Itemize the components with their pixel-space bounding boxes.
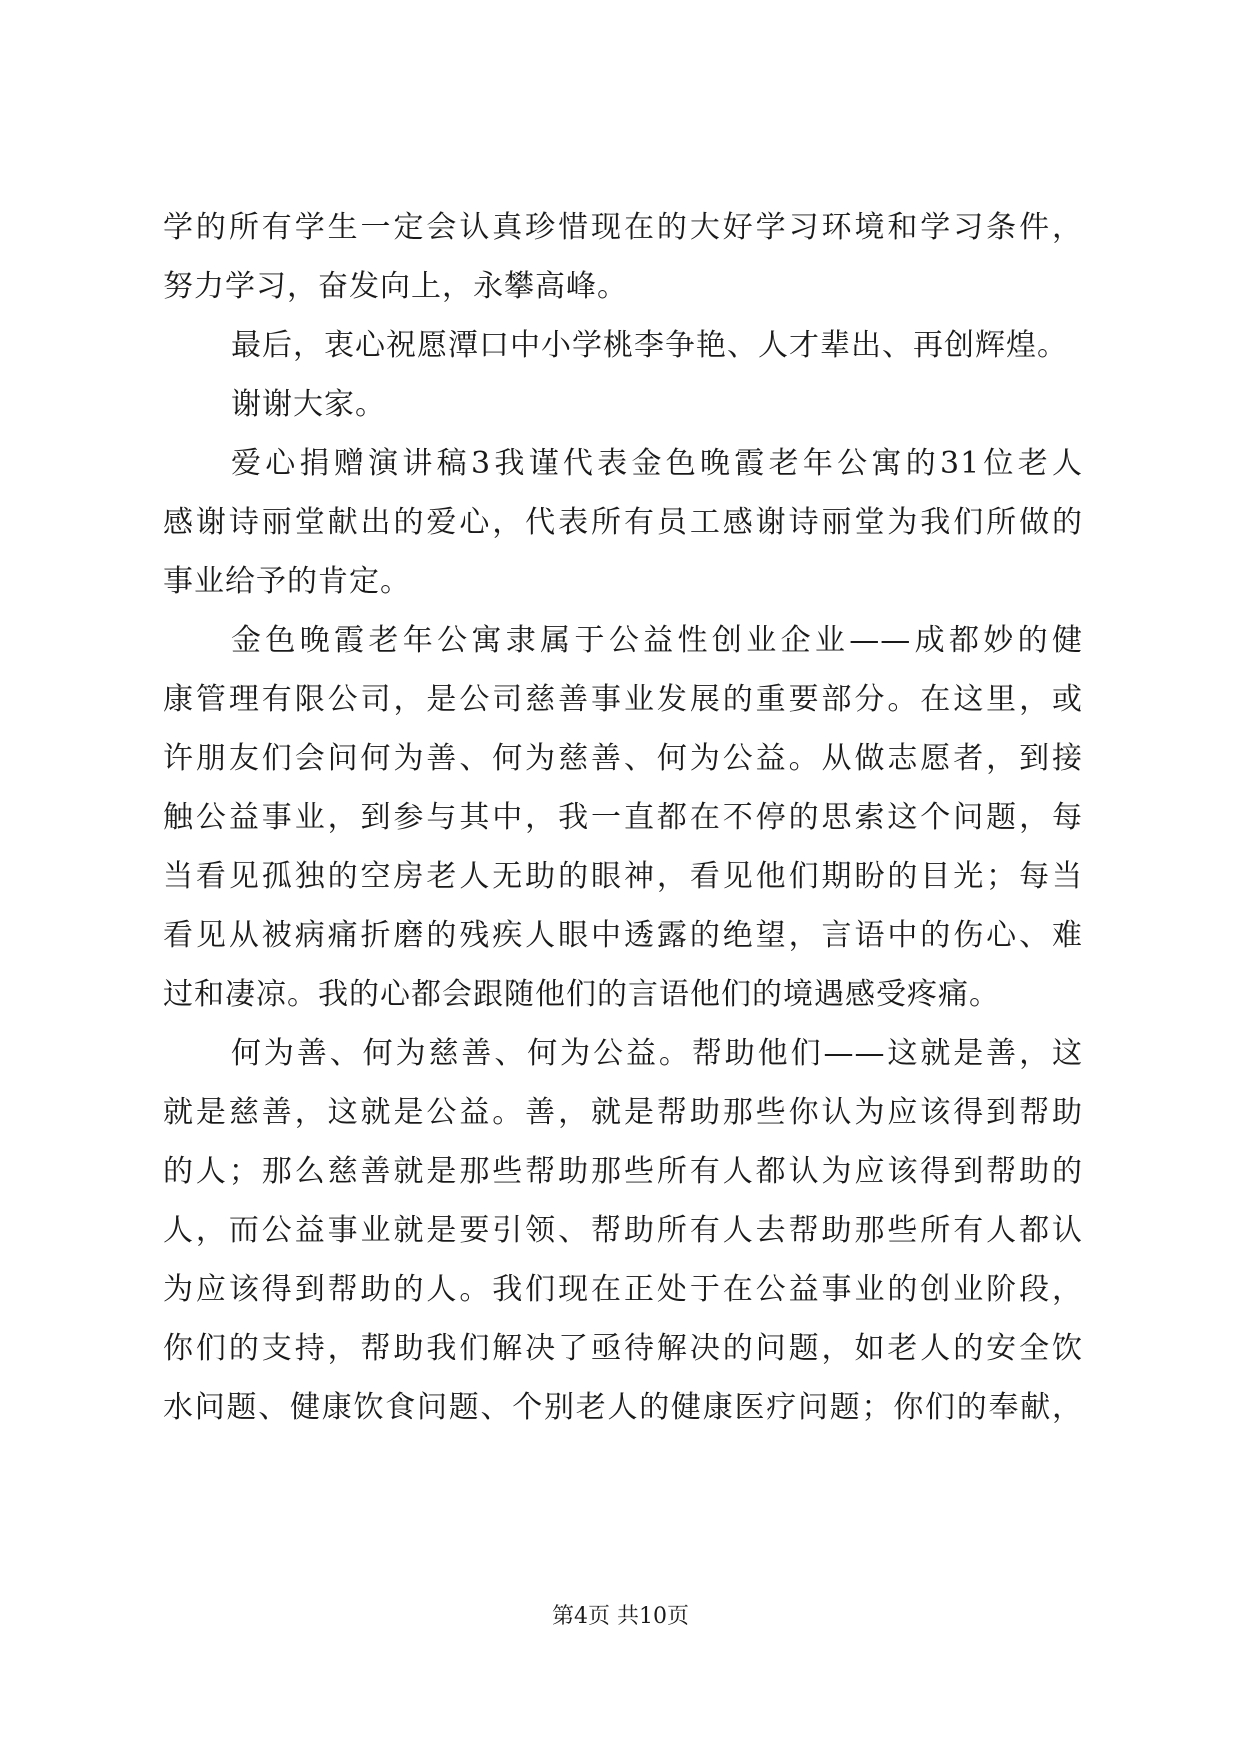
text-line: 学的所有学生一定会认真珍惜现在的大好学习环境和学习条件， <box>163 210 1083 245</box>
document-body <box>163 198 1083 1437</box>
text-line: 看见从被病痛折磨的残疾人眼中透露的绝望，言语中的伤心、难 <box>163 918 1083 953</box>
text-line: 当看见孤独的空房老人无助的眼神，看见他们期盼的目光；每当 <box>163 859 1083 894</box>
text-line: 何为善、何为慈善、何为公益。帮助他们——这就是善，这 <box>231 1036 1083 1071</box>
text-line: 的人；那么慈善就是那些帮助那些所有人都认为应该得到帮助的 <box>163 1154 1083 1189</box>
text-line: 触公益事业，到参与其中，我一直都在不停的思索这个问题，每 <box>163 800 1083 835</box>
page-footer: 第4页 共10页 <box>552 1604 689 1629</box>
text-line: 努力学习，奋发向上，永攀高峰。 <box>163 269 628 304</box>
text-line: 爱心捐赠演讲稿3我谨代表金色晚霞老年公寓的31位老人 <box>231 446 1083 481</box>
text-line: 过和凄凉。我的心都会跟随他们的言语他们的境遇感受疼痛。 <box>163 977 1000 1012</box>
text-line: 许朋友们会问何为善、何为慈善、何为公益。从做志愿者，到接 <box>163 741 1083 776</box>
text-line: 为应该得到帮助的人。我们现在正处于在公益事业的创业阶段， <box>163 1272 1083 1307</box>
text-line: 就是慈善，这就是公益。善，就是帮助那些你认为应该得到帮助 <box>163 1095 1083 1130</box>
text-line: 感谢诗丽堂献出的爱心，代表所有员工感谢诗丽堂为我们所做的 <box>163 505 1083 540</box>
text-line: 水问题、健康饮食问题、个别老人的健康医疗问题；你们的奉献， <box>163 1390 1083 1425</box>
text-line: 你们的支持，帮助我们解决了亟待解决的问题，如老人的安全饮 <box>163 1331 1083 1366</box>
text-line: 最后，衷心祝愿潭口中小学桃李争艳、人才辈出、再创辉煌。 <box>231 328 1068 363</box>
text-line: 金色晚霞老年公寓隶属于公益性创业企业——成都妙的健 <box>231 623 1083 658</box>
text-line: 康管理有限公司，是公司慈善事业发展的重要部分。在这里，或 <box>163 682 1083 717</box>
text-line: 人，而公益事业就是要引领、帮助所有人去帮助那些所有人都认 <box>163 1213 1083 1248</box>
text-line: 事业给予的肯定。 <box>163 564 411 599</box>
text-line: 谢谢大家。 <box>231 387 386 422</box>
